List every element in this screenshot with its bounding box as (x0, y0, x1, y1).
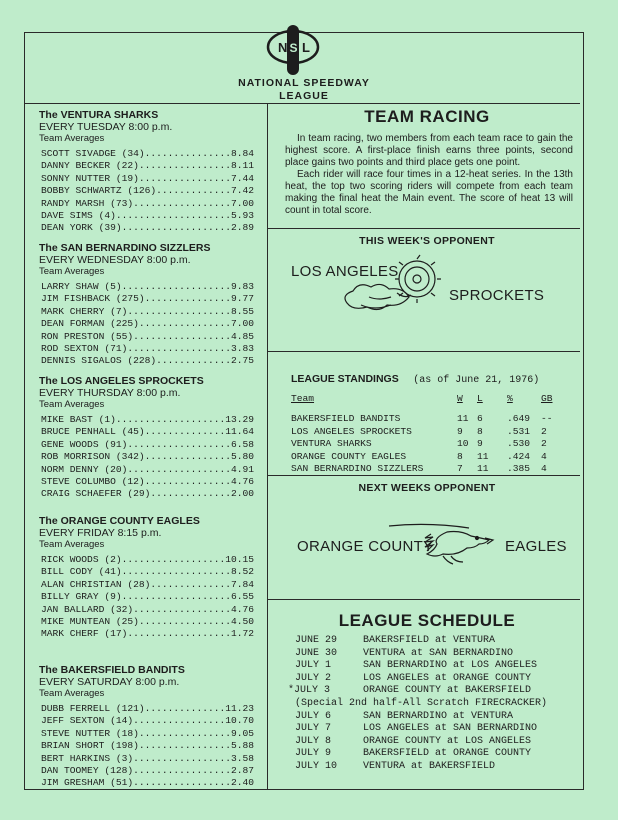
rider-row: BOBBY SCHWARTZ (126).............7.42 (41, 185, 255, 197)
rule-2 (267, 351, 580, 352)
svg-text:L: L (302, 40, 310, 55)
rider-row: MARK CHERF (17)..................1.72 (41, 628, 255, 640)
league-name-line2: LEAGUE (279, 90, 329, 102)
schedule-date: *JULY 3 (288, 685, 331, 697)
schedule-title: LEAGUE SCHEDULE (338, 611, 516, 630)
standings-cell-l: 8 (477, 425, 483, 437)
standings-row (291, 413, 585, 425)
team-block-los-angeles (39, 375, 269, 501)
standings-row (291, 451, 585, 463)
rider-row: ROD SEXTON (71)..................3.83 (41, 343, 255, 355)
team-racing-paragraph-1: In team racing, two members from each team race to gain the highest score. A first-place finish earns three points, second place gains two points and third place gets one point. (285, 133, 573, 168)
opponent-nickname: EAGLES (505, 538, 567, 555)
league-standings (269, 369, 585, 475)
schedule-matchup: ORANGE COUNTY at LOS ANGELES (363, 735, 532, 747)
header-wins: W (457, 393, 463, 404)
rule-1 (267, 228, 580, 229)
rider-row: LARRY SHAW (5)...................9.83 (41, 281, 255, 292)
team-racing-title: TEAM RACING (364, 107, 490, 126)
standings-header-row (291, 393, 585, 405)
team-night: EVERY FRIDAY 8:15 p.m. (39, 527, 162, 539)
standings-cell-gb: -- (541, 413, 553, 425)
page-frame (24, 32, 584, 790)
standings-row (291, 438, 585, 450)
standings-cell-gb: 4 (541, 462, 547, 474)
team-block-ventura (39, 109, 269, 235)
team-block-san-bernardino (39, 242, 269, 368)
team-averages-label: Team Averages (39, 133, 105, 144)
rider-row: ROB MORRISON (342)...............5.80 (41, 451, 255, 463)
rider-row: CRAIG SCHAEFER (29)..............2.00 (41, 488, 255, 500)
team-name: The ORANGE COUNTY EAGLES (39, 515, 200, 527)
rider-row: ALAN CHRISTIAN (28)..............7.84 (41, 578, 255, 590)
schedule-matchup: VENTURA at BAKERSFIELD (363, 760, 496, 772)
standings-rows (291, 413, 585, 475)
schedule-row (295, 660, 585, 673)
rider-row: MARK CHERRY (7)..................8.55 (41, 305, 255, 317)
standings-cell-gb: 2 (541, 425, 547, 437)
standings-cell-l: 11 (477, 462, 489, 474)
standings-cell-pct: .385 (507, 462, 531, 474)
rider-row: JIM FISHBACK (275)...............9.77 (41, 293, 255, 305)
standings-cell-pct: .531 (507, 425, 531, 437)
rider-row: SCOTT SIVADGE (34)...............8.84 (41, 148, 255, 159)
schedule-row (295, 761, 585, 774)
team-night: EVERY WEDNESDAY 8:00 p.m. (39, 254, 191, 266)
standings-cell-l: 6 (477, 413, 483, 425)
rider-row: RICK WOODS (2)..................10.15 (41, 554, 255, 565)
schedule-row (295, 723, 585, 736)
opponent-nickname: SPROCKETS (449, 287, 545, 304)
standings-cell-w: 7 (457, 462, 463, 474)
standings-cell-pct: .649 (507, 413, 531, 425)
team-name: The LOS ANGELES SPROCKETS (39, 375, 204, 387)
schedule-date: JULY 8 (295, 735, 332, 747)
team-averages-label: Team Averages (39, 539, 105, 550)
rider-row: JEFF SEXTON (14)................10.70 (41, 715, 255, 727)
rule-3 (267, 475, 580, 476)
schedule-date: JULY 7 (295, 723, 332, 735)
standings-cell-pct: .530 (507, 438, 531, 450)
this-week-opponent (269, 235, 585, 304)
schedule-rows (288, 635, 585, 774)
rider-row: STEVE COLUMBO (12)...............4.76 (41, 476, 255, 488)
rider-list (39, 148, 269, 235)
team-averages-label: Team Averages (39, 688, 105, 699)
standings-cell-team: ORANGE COUNTY EAGLES (291, 450, 407, 462)
standings-cell-l: 11 (477, 450, 489, 462)
rider-list (39, 414, 269, 501)
team-block-orange-county (39, 515, 269, 641)
rider-row: BRIAN SHORT (198)................5.88 (41, 740, 255, 752)
schedule-row (288, 685, 585, 698)
league-header (25, 33, 583, 105)
schedule-row (295, 673, 585, 686)
league-schedule (269, 611, 585, 774)
rider-row: NORM DENNY (20)..................4.91 (41, 463, 255, 475)
sprocket-logo-icon (339, 253, 449, 321)
rider-row: RANDY MARSH (73).................7.00 (41, 197, 255, 209)
team-racing-body (269, 133, 585, 217)
standings-cell-l: 9 (477, 438, 483, 450)
rider-row: JIM GRESHAM (51).................2.40 (41, 777, 255, 789)
rider-row: DEAN FORMAN (225)................7.00 (41, 318, 255, 330)
rider-row: MIKE BAST (1)...................13.29 (41, 414, 255, 425)
team-name: The BAKERSFIELD BANDITS (39, 664, 185, 676)
this-week-heading: THIS WEEK'S OPPONENT (359, 235, 495, 247)
header-rule (25, 103, 580, 104)
team-name: The VENTURA SHARKS (39, 109, 159, 121)
schedule-row (295, 736, 585, 749)
schedule-date: JUNE 29 (295, 635, 338, 646)
header-gb: GB (541, 393, 553, 404)
league-name-line1: NATIONAL SPEEDWAY (238, 77, 370, 89)
rider-row: MIKE MUNTEAN (25)................4.50 (41, 616, 255, 628)
schedule-matchup: SAN BERNARDINO at LOS ANGELES (363, 660, 538, 672)
opponent-city: LOS ANGELES (291, 263, 399, 280)
rider-row: DEAN YORK (39)...................2.89 (41, 222, 255, 234)
team-averages-label: Team Averages (39, 266, 105, 277)
rider-list (39, 554, 269, 641)
team-night: EVERY SATURDAY 8:00 p.m. (39, 676, 180, 688)
header-pct: % (507, 393, 513, 404)
standings-cell-gb: 2 (541, 438, 547, 450)
header-team: Team (291, 393, 315, 404)
next-week-opponent (269, 482, 585, 555)
team-name: The SAN BERNARDINO SIZZLERS (39, 242, 211, 254)
schedule-row (295, 648, 585, 661)
rider-row: BILL CODY (41)...................8.52 (41, 566, 255, 578)
schedule-date: JULY 1 (295, 660, 332, 672)
eagle-logo-icon (387, 516, 499, 568)
standings-cell-team: LOS ANGELES SPROCKETS (291, 425, 412, 437)
team-racing-paragraph-2: Each rider will race four times in a 12-heat series. In the 13th heat, the top two scoring riders will compete from each team making the final heat the Main event. The score of heat 13 will count in total score. (285, 169, 573, 216)
schedule-date: JULY 9 (295, 748, 332, 760)
standings-row (291, 463, 585, 475)
schedule-date: JULY 6 (295, 710, 332, 722)
standings-as-of: (as of June 21, 1976) (413, 375, 540, 386)
rule-4 (267, 599, 580, 600)
schedule-matchup: SAN BERNARDINO at VENTURA (363, 710, 514, 722)
rider-row: DENNIS SIGALOS (228).............2.75 (41, 355, 255, 367)
standings-cell-w: 10 (457, 438, 469, 450)
schedule-row (295, 748, 585, 761)
rider-row: STEVE NUTTER (18)................9.05 (41, 727, 255, 739)
team-block-bakersfield (39, 664, 269, 790)
schedule-date: JULY 10 (295, 760, 338, 772)
nsl-logo-icon (265, 23, 321, 79)
schedule-matchup: VENTURA at SAN BERNARDINO (363, 647, 514, 659)
team-night: EVERY TUESDAY 8:00 p.m. (39, 121, 173, 133)
opponent-city: ORANGE COUNTY (297, 538, 434, 555)
standings-cell-w: 9 (457, 425, 463, 437)
rider-row: RON PRESTON (55).................4.85 (41, 330, 255, 342)
rider-row: GENE WOODS (91)..................6.58 (41, 438, 255, 450)
schedule-date: JULY 2 (295, 672, 332, 684)
rider-row: SONNY NUTTER (19)................7.44 (41, 172, 255, 184)
schedule-matchup: ORANGE COUNTY at BAKERSFIELD (363, 685, 532, 697)
standings-title: LEAGUE STANDINGS (291, 373, 399, 385)
team-racing-section (269, 107, 585, 217)
rider-row: JAN BALLARD (32).................4.76 (41, 603, 255, 615)
standings-cell-team: BAKERSFIELD BANDITS (291, 413, 401, 425)
rider-row: DUBB FERRELL (121)..............11.23 (41, 703, 255, 714)
schedule-date: JUNE 30 (295, 647, 338, 659)
team-night: EVERY THURSDAY 8:00 p.m. (39, 387, 181, 399)
schedule-row (295, 635, 585, 648)
team-averages-label: Team Averages (39, 399, 105, 410)
standings-cell-gb: 4 (541, 450, 547, 462)
schedule-matchup: BAKERSFIELD at ORANGE COUNTY (363, 748, 532, 760)
rider-row: DAN TOOMEY (128).................2.87 (41, 765, 255, 777)
schedule-matchup: LOS ANGELES at SAN BERNARDINO (363, 723, 538, 735)
svg-text:N: N (278, 40, 288, 55)
standings-row (291, 426, 585, 438)
standings-cell-team: SAN BERNARDINO SIZZLERS (291, 462, 424, 474)
standings-cell-pct: .424 (507, 450, 531, 462)
rider-row: BILLY GRAY (9)...................6.55 (41, 591, 255, 603)
standings-cell-w: 11 (457, 413, 469, 425)
rider-list (39, 703, 269, 790)
rider-row: DANNY BECKER (22)................8.11 (41, 160, 255, 172)
rider-row: DAVE SIMS (4)....................5.93 (41, 210, 255, 222)
schedule-row (295, 711, 585, 724)
schedule-matchup: BAKERSFIELD at VENTURA (363, 635, 496, 646)
rider-list (39, 281, 269, 368)
header-losses: L (477, 393, 483, 404)
rider-row: BERT HARKINS (3).................3.58 (41, 752, 255, 764)
standings-cell-w: 8 (457, 450, 463, 462)
next-week-heading: NEXT WEEKS OPPONENT (358, 482, 496, 494)
schedule-matchup: LOS ANGELES at ORANGE COUNTY (363, 672, 532, 684)
svg-text:S: S (289, 41, 298, 55)
schedule-note: (Special 2nd half-All Scratch FIRECRACKER) (295, 697, 548, 709)
rider-row: BRUCE PENHALL (45)..............11.64 (41, 426, 255, 438)
standings-cell-team: VENTURA SHARKS (291, 438, 372, 450)
schedule-row (295, 698, 585, 711)
